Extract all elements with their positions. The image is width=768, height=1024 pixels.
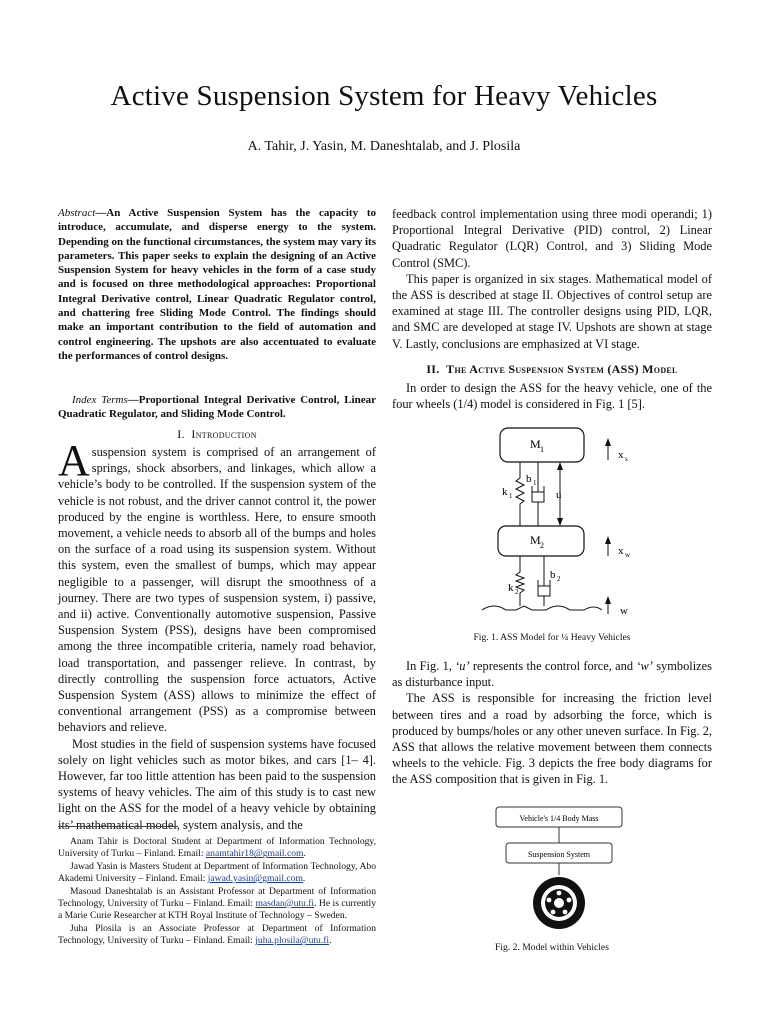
section-number: I.	[177, 427, 185, 441]
mass-1-label: M	[530, 437, 541, 451]
paragraph-fig1-explain: In Fig. 1, ‘u’ represents the control force, and ‘w’ symbolizes as disturbance input.	[392, 659, 712, 690]
wheel-icon	[533, 877, 585, 929]
svg-text:1: 1	[540, 445, 544, 454]
figure-2-caption: Fig. 2. Model within Vehicles	[495, 942, 609, 953]
right-column-top	[392, 206, 712, 352]
svg-text:2: 2	[515, 588, 519, 596]
author-list: A. Tahir, J. Yasin, M. Daneshtalab, and J. Plosila	[247, 139, 521, 154]
svg-text:w: w	[625, 551, 631, 559]
abstract	[58, 206, 376, 363]
introduction-body	[58, 436, 376, 833]
figure-2-model-within-vehicles	[490, 805, 630, 935]
svg-text:x: x	[618, 449, 624, 461]
svg-text:k: k	[508, 582, 514, 594]
suspension-box-label: Suspension System	[527, 850, 591, 859]
footnote-2: Jawad Yasin is Masters Student at Department of Information Technology, Abo Akademi University – Finland. Email: jawad.yasin@gmail.com.	[58, 860, 376, 885]
section-heading-introduction	[58, 426, 376, 442]
mass-2-label: M	[530, 533, 541, 547]
paragraph-ass-role: The ASS is responsible for increasing the friction level between tires and a road by adsorbing the force, which is produced by bumps/holes or any other uneven surface. In Fig. 2, ASS that allows the relative movement between them connects wheels to the vehicle. Fig. 3 depicts the free body diagrams for the ASS composition that is given in Fig. 1.	[392, 691, 712, 787]
abstract-text: —An Active Suspension System has the capacity to introduce, accumulate, and disperse energy to the system. Depending on the functional circumstances, the system may vary its parameters. This paper seeks to explain the designing of an Active Suspension System for heavy vehicles in the form of a case study and is focused on three methodological approaches: Proportional Integral Derivative control, Linear Quadratic Regulator control, and chattering free Sliding Mode Control. The findings should make an important contribution to the field of automation and control engineering. The upshots are also accentuated to evaluate the performances of control designs.	[58, 207, 376, 362]
paragraph-organization: This paper is organized in six stages. Mathematical model of the ASS is described at stage II. Objectives of control setup are examined at stage III. The controller designs using PID, LQR, and SMC are developed at stage IV. Upshots are shown at stage V. Lastly, conclusions are emphasized at VI stage.	[392, 271, 712, 351]
footnote-3: Masoud Daneshtalab is an Assistant Professor at Department of Information Technology, University of Turku – Finland. Email: masdan@utu.fi. He is currently a Marie Curie Researcher at KTH Royal Institute of Technology – Sweden.	[58, 885, 377, 922]
footnote-email-link[interactable]: juha.plosila@utu.fi	[255, 935, 330, 947]
svg-text:x: x	[618, 545, 624, 557]
svg-text:2: 2	[540, 541, 544, 550]
intro-paragraph-2: Most studies in the field of suspension systems have focused solely on light vehicles such as motor bikes, and cars [1– 4]. However, far too little attention has been paid to the suspension systems of heavy vehicles. The aim of this study is to cast new light on the ASS for the model of a heavy vehicle by obtaining its’ mathematical model, system analysis, and the	[58, 736, 376, 832]
footnotes	[58, 836, 376, 948]
body-mass-box-label: Vehicle's 1/4 Body Mass	[519, 814, 599, 823]
index-terms-label: Index Terms	[72, 394, 128, 406]
index-terms-text: —Proportional Integral Derivative Control, Linear Quadratic Regulator, and Sliding Mode Control.	[58, 394, 376, 421]
svg-text:2: 2	[557, 575, 561, 583]
paragraph-model-intro: In order to design the ASS for the heavy vehicle, one of the four wheels (1/4) model is considered in Fig. 1 [5].	[392, 381, 712, 412]
footnote-email-link[interactable]: masdan@utu.fi	[255, 898, 315, 910]
right-column-bottom	[392, 658, 712, 788]
svg-text:w: w	[620, 605, 628, 617]
footnote-1: Anam Tahir is Doctoral Student at Department of Information Technology, University of Turku – Finland. Email: anamtahir18@gmail.com.	[58, 836, 376, 860]
svg-text:u: u	[556, 489, 562, 501]
paper-title: Active Suspension System for Heavy Vehicles	[110, 80, 658, 112]
svg-text:1: 1	[533, 479, 537, 487]
footnote-4: Juha Plosila is an Associate Professor at Department of Information Technology, University of Turku – Finland. Email: juha.plosila@utu.fi.	[58, 922, 376, 947]
svg-text:k: k	[502, 486, 508, 498]
footnote-email-link[interactable]: jawad.yasin@gmail.com	[207, 873, 303, 885]
svg-text:s: s	[625, 455, 628, 463]
intro-paragraph-1: suspension system is comprised of an arrangement of springs, shock absorbers, and linkages, which allow a vehicle’s body to be controlled. If the suspension system of the vehicle is not robust, and the driver cannot control it, the power produced by the engine is worthless. Here, to ensure smooth movement, a vehicle needs to absorb all of the bumps and holes on the surface of a road using its suspension system. Without this system, even the smallest of bumps, which may appear negligible to a passenger, will disrupt the smoothness of a journey. There are two types of suspension system, i) passive, and ii) active. Conventionally automotive suspension, Passive Suspension System (PSS), designs have been compromised among the three incompatible criteria, namely road behavior, load transportation, and passenger relieve. In contrast, by directly controlling the suspension force actuators, Active Suspension System (ASS) allows to minimize the effect of conventional arrangement (PSS) as a compromise between behaviors and relieve.	[58, 445, 376, 735]
footnote-rule	[58, 826, 178, 827]
abstract-label: Abstract	[58, 207, 96, 219]
drop-cap: A	[58, 436, 90, 485]
svg-text:b: b	[550, 569, 556, 581]
figure-1-quarter-car-model	[480, 420, 660, 625]
section-heading-ass-model	[392, 361, 712, 377]
svg-text:b: b	[526, 473, 532, 485]
section-title: The Active Suspension System (ASS) Model	[446, 362, 678, 376]
figure-1-caption: Fig. 1. ASS Model for ¼ Heavy Vehicles	[473, 632, 631, 643]
footnote-email-link[interactable]: anamtahir18@gmail.com	[205, 848, 304, 860]
svg-text:1: 1	[509, 492, 513, 500]
index-terms	[58, 393, 376, 422]
section-number: II.	[426, 362, 440, 376]
paragraph-methods: feedback control implementation using three modi operandi; 1) Proportional Integral Derivative (PID) control, 2) Linear Quadratic Regulator (LQR) Control, and 3) Sliding Mode Control (SMC).	[392, 207, 712, 270]
section-title: Introduction	[191, 427, 257, 441]
